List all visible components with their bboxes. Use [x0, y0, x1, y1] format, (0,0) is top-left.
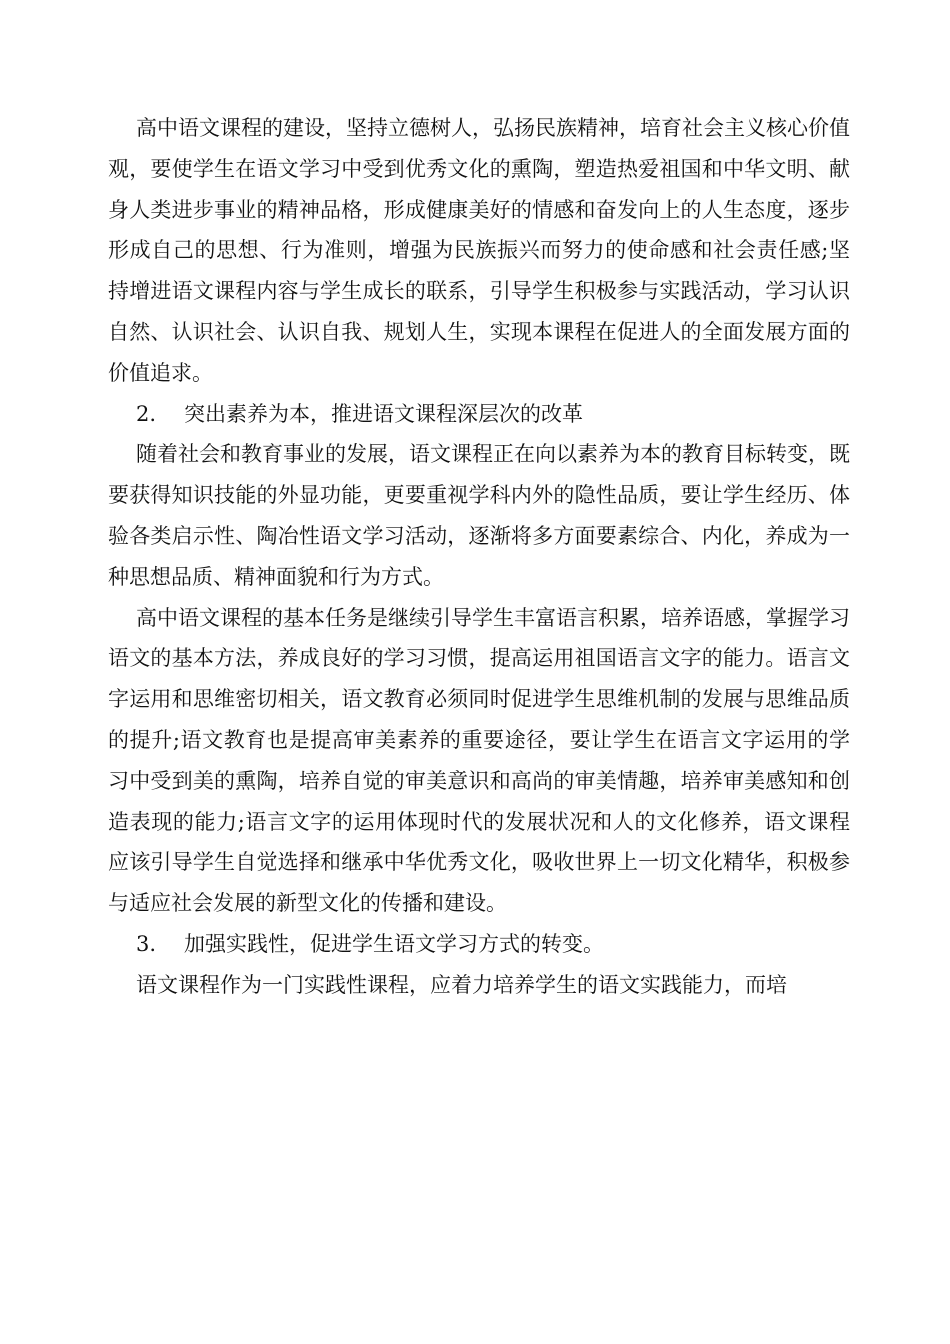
document-page	[108, 108, 850, 1006]
body-paragraph: 随着社会和教育事业的发展，语文课程正在向以素养为本的教育目标转变，既要获得知识技能的外显功能，更要重视学科内外的隐性品质，要让学生经历、体验各类启示性、陶冶性语文学习活动，逐渐将多方面要素综合、内化，养成为一种思想品质、精神面貌和行为方式。	[108, 442, 850, 589]
body-paragraph: 高中语文课程的建设，坚持立德树人，弘扬民族精神，培育社会主义核心价值观，要使学生在语文学习中受到优秀文化的熏陶，塑造热爱祖国和中华文明、献身人类进步事业的精神品格，形成健康美好的情感和奋发向上的人生态度，逐步形成自己的思想、行为准则，增强为民族振兴而努力的使命感和社会责任感;坚持增进语文课程内容与学生成长的联系，引导学生积极参与实践活动，学习认识自然、认识社会、认识自我、规划人生，实现本课程在促进人的全面发展方面的价值追求。	[108, 116, 850, 385]
body-paragraph: 高中语文课程的基本任务是继续引导学生丰富语言积累，培养语感，掌握学习语文的基本方法，养成良好的学习习惯，提高运用祖国语言文字的能力。语言文字运用和思维密切相关，语文教育必须同时促进学生思维机制的发展与思维品质的提升;语文教育也是提高审美素养的重要途径，要让学生在语言文字运用的学习中受到美的熏陶，培养自觉的审美意识和高尚的审美情趣，培养审美感知和创造表现的能力;语言文字的运用体现时代的发展状况和人的文化修养，语文课程应该引导学生自觉选择和继承中华优秀文化，吸收世界上一切文化精华，积极参与适应社会发展的新型文化的传播和建设。	[108, 605, 850, 916]
section-heading	[108, 394, 850, 435]
section-number: 2.	[136, 401, 157, 426]
section-title: 突出素养为本，推进语文课程深层次的改革	[184, 401, 583, 426]
section-number: 3.	[136, 931, 157, 956]
body-paragraph: 语文课程作为一门实践性课程，应着力培养学生的语文实践能力，而培	[136, 972, 787, 997]
section-heading	[108, 924, 850, 965]
section-title: 加强实践性，促进学生语文学习方式的转变。	[184, 931, 604, 956]
